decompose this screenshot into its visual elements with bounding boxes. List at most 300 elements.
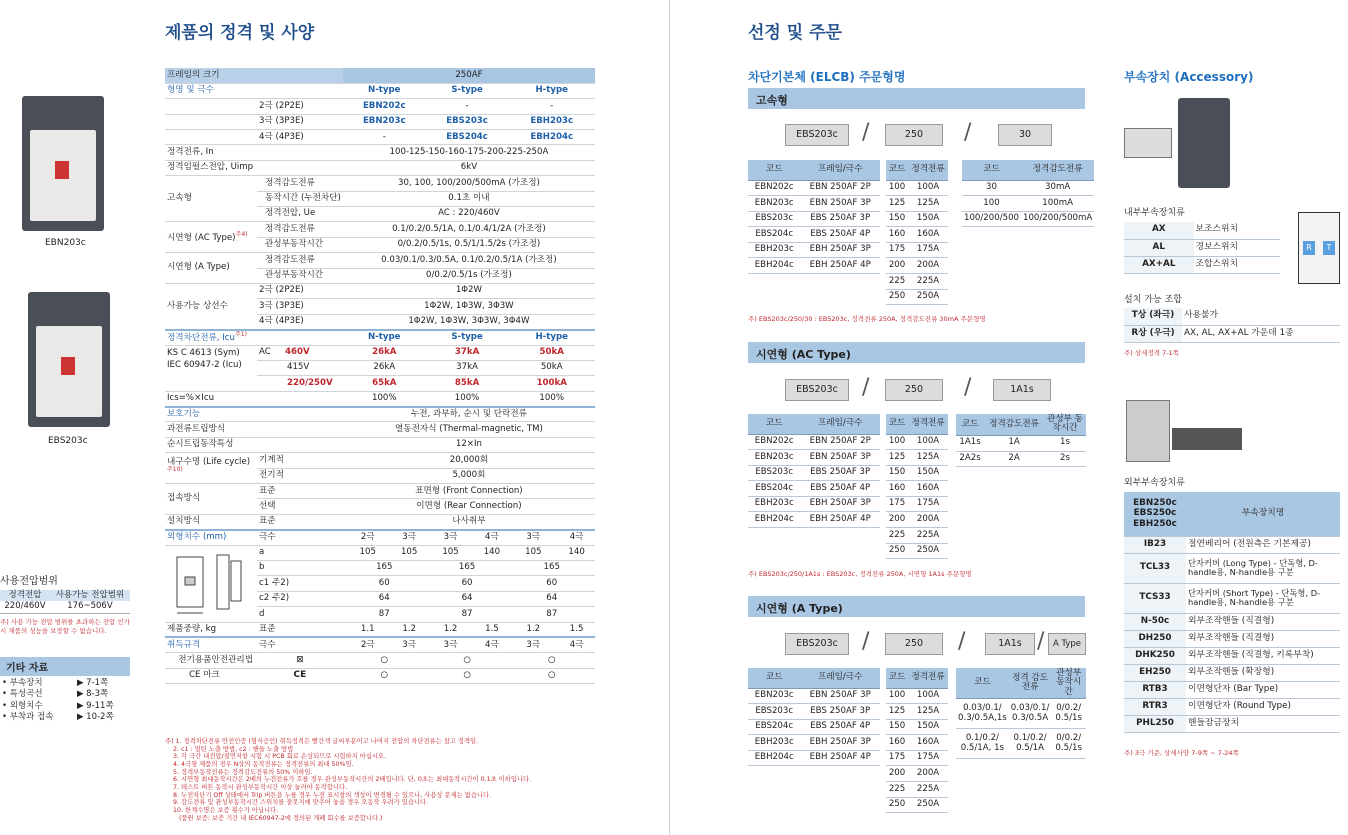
- current-table: [886, 668, 948, 813]
- model-cell: EBH203c: [508, 114, 595, 129]
- acc-code: TCS33: [1124, 583, 1186, 613]
- pole-label: 4극 (4P3E): [257, 130, 343, 145]
- code-cell: EBS204c: [748, 227, 800, 243]
- doc-page[interactable]: ▶ 9-11쪽: [76, 700, 114, 711]
- icu-value: 85kA: [426, 376, 509, 391]
- spec-value: 6kV: [343, 160, 595, 175]
- acc-code: DH250: [1124, 630, 1186, 647]
- acc-code: T상 (좌극): [1124, 308, 1182, 325]
- code-cell: 150: [886, 465, 908, 481]
- icu-standard: IEC 60947-2 (Icu): [167, 359, 242, 370]
- code-cell: EBH204c: [748, 512, 800, 528]
- dim-key: a: [257, 545, 343, 560]
- voltage-range-title: 사용전압범위: [0, 576, 58, 587]
- cert-head: 2극: [343, 637, 393, 652]
- note-line: (품원 보증: 보증 기간 내 IEC60947-2에 정의된 개폐 회수를 보증합니다.): [179, 814, 383, 822]
- dim-head: 3극: [426, 530, 476, 545]
- external-table: [1124, 492, 1340, 733]
- doc-item: • 부착과 접속: [2, 712, 54, 723]
- desc-cell: EBN 250AF 2P: [800, 434, 880, 450]
- dim-val: 140: [558, 545, 595, 560]
- code-cell: EBS203c: [748, 211, 800, 227]
- desc-cell: 0.03/0.1/ 0.3/0.5A: [1009, 699, 1052, 729]
- desc-cell: 160A: [908, 227, 948, 243]
- ics-value: 100%: [508, 391, 595, 406]
- spec-value: 12×In: [343, 437, 595, 452]
- cert-mark: ○: [426, 653, 509, 668]
- desc-cell: 100/200/500mA: [1021, 211, 1094, 227]
- cert-head: 4극: [558, 637, 595, 652]
- col-head: 정격전류: [908, 414, 948, 434]
- slash: /: [964, 120, 972, 145]
- code-cell: 200: [886, 766, 908, 782]
- dim-val: 105: [343, 545, 393, 560]
- doc-item: • 외형치수: [2, 700, 43, 711]
- spec-value: 0.03/0.1/0.3/0.5A, 0.1/0.2/0.5/1A (가조정): [343, 253, 595, 268]
- desc-cell: 100mA: [1021, 196, 1094, 212]
- internal-table: [1124, 222, 1280, 274]
- acc-name: 단자커버 (Short Type) - 단독형, D-handle용, N-handle용 구분: [1186, 583, 1340, 613]
- handle-image: [1126, 400, 1170, 462]
- desc-cell: EBH 250AF 3P: [800, 242, 880, 258]
- acc-name: AX, AL, AX+AL 가운데 1종: [1182, 325, 1340, 342]
- icu-value: 65kA: [343, 376, 426, 391]
- sensitivity-table: [962, 160, 1094, 227]
- delay-table: [956, 668, 1086, 759]
- spec-label: 보호기능: [165, 407, 343, 422]
- weight-std: 표준: [257, 622, 343, 637]
- voltage-range-table: [0, 590, 130, 614]
- a-type-label: 시연형 (A Type): [165, 253, 257, 284]
- code-box: 250: [885, 633, 943, 655]
- col-head: 관성부 동작시간: [1051, 668, 1086, 699]
- dim-val: 87: [426, 607, 509, 622]
- install-table: [1124, 308, 1340, 343]
- rt-t: T: [1323, 241, 1335, 255]
- high-speed-header: 고속형: [748, 88, 1085, 109]
- spec-label: 표준: [257, 484, 343, 499]
- spec-label: 과전류트립방식: [165, 422, 343, 437]
- code-box: EBS203c: [785, 379, 849, 401]
- acc-name: 외부조작핸들 (직결형): [1186, 613, 1340, 630]
- breaker-image-ebs203c: [28, 292, 110, 427]
- cert-mark: ○: [343, 653, 426, 668]
- spec-value: 0/0.2/0.5/1s, 0.5/1/1.5/2s (가조정): [343, 237, 595, 252]
- desc-cell: 1A: [984, 435, 1044, 451]
- page-title-right: 선정 및 주문: [748, 23, 842, 43]
- desc-cell: 125A: [908, 450, 948, 466]
- ac-type-note: 주4): [235, 230, 248, 238]
- spec-value: 5,000회: [343, 468, 595, 483]
- spec-label: 정격임펄스전압, Uimp: [165, 160, 343, 175]
- col-head: 정격전류: [908, 668, 948, 688]
- weight-val: 1.2: [508, 622, 558, 637]
- spec-value: 누전, 과부하, 순시 및 단락전류: [343, 407, 595, 422]
- slash: /: [958, 629, 966, 654]
- spec-value: 열동전자식 (Thermal-magnetic, TM): [343, 422, 595, 437]
- icu-ac: AC: [259, 347, 271, 357]
- code-cell: 100: [886, 688, 908, 704]
- current-table: [886, 160, 948, 305]
- model-cell: EBN202c: [343, 99, 426, 114]
- product-label: EBS203c: [48, 436, 88, 446]
- ac-type-label: 시연형 (AC Type): [167, 232, 236, 243]
- col-head: 코드: [962, 160, 1021, 180]
- dim-key: d: [257, 607, 343, 622]
- desc-cell: EBN 250AF 2P: [800, 180, 880, 196]
- code-cell: EBN202c: [748, 434, 800, 450]
- spec-label: 선택: [257, 499, 343, 514]
- acc-name: 외부조작핸들 (직결형, 키록부착): [1186, 647, 1340, 664]
- slash: /: [862, 120, 870, 145]
- code-cell: 250: [886, 289, 908, 305]
- code-cell: 100: [886, 434, 908, 450]
- spec-label: 설치방식: [165, 514, 257, 529]
- note-line: 2. c1 : 멀틴 노출 방법, c2 : 핸들 노출 방법: [173, 745, 294, 753]
- desc-cell: 125A: [908, 704, 948, 720]
- spec-value: AC : 220/460V: [343, 207, 595, 222]
- ics-label: Ics=%×Icu: [165, 391, 343, 406]
- icu-value: 26kA: [343, 360, 426, 375]
- page-title-left: 제품의 정격 및 사양: [165, 23, 315, 43]
- frame-table: [748, 160, 880, 274]
- weight-val: 1.5: [558, 622, 595, 637]
- dimension-diagram: [167, 547, 255, 617]
- doc-page[interactable]: ▶ 7-1쪽: [76, 678, 109, 688]
- internal-title: 내부부속장치류: [1124, 208, 1185, 218]
- col-head: 정격감도전류: [1021, 160, 1094, 180]
- spec-label: 관성부동작시간: [257, 237, 343, 252]
- dim-val: 60: [343, 576, 426, 591]
- acc-code: IB23: [1124, 536, 1186, 553]
- acc-name: 조합스위치: [1194, 256, 1281, 273]
- acc-code: PHL250: [1124, 715, 1186, 732]
- acc-name: 외부조작핸들 (직결형): [1186, 630, 1340, 647]
- code-cell: 150: [886, 719, 908, 735]
- doc-page[interactable]: ▶ 10-2쪽: [76, 712, 114, 723]
- icu-value: 37kA: [426, 345, 509, 360]
- dim-val: 105: [508, 545, 558, 560]
- spec-label: 정격전압, Ue: [257, 207, 343, 222]
- code-cell: 175: [886, 750, 908, 766]
- dim-head: 3극: [393, 530, 426, 545]
- acc-name: 경보스위치: [1194, 239, 1281, 256]
- spec-value: 1Φ2W, 1Φ3W, 3Φ3W, 3Φ4W: [343, 314, 595, 329]
- col-head: 코드: [748, 160, 800, 180]
- dim-val: 105: [426, 545, 476, 560]
- desc-cell: 2s: [1044, 451, 1086, 467]
- conn-label: 접속방식: [165, 484, 257, 515]
- code-cell: 225: [886, 274, 908, 290]
- code-box: A Type: [1048, 633, 1086, 655]
- desc-cell: EBS 250AF 4P: [800, 227, 880, 243]
- product-label: EBN203c: [45, 238, 86, 248]
- external-title: 외부부속장치류: [1124, 478, 1185, 488]
- cert-mark: ○: [343, 668, 426, 683]
- slash: /: [964, 375, 972, 400]
- weight-val: 1.2: [426, 622, 476, 637]
- model-cell: -: [343, 130, 426, 145]
- col-head: 정격전류: [908, 160, 948, 180]
- voltage-range-section: [0, 572, 130, 635]
- icu-label: 정격차단전류, Icu: [167, 332, 235, 343]
- col-head: 코드: [748, 668, 800, 688]
- desc-cell: 250A: [908, 797, 948, 813]
- frame-table: [748, 414, 880, 528]
- cert-head: 3극: [426, 637, 476, 652]
- slash: /: [1037, 629, 1045, 654]
- doc-item: • 부속장치: [2, 678, 43, 688]
- frame-table: [748, 668, 880, 766]
- code-box: EBS203c: [785, 633, 849, 655]
- ext-head-models: EBN250c EBS250c EBH250c: [1124, 492, 1186, 536]
- spec-value: 30, 100, 100/200/500mA (가조정): [343, 176, 595, 191]
- model-cell: -: [426, 99, 509, 114]
- code-cell: 125: [886, 196, 908, 212]
- note-line: 주) 1. 정격차단전류 안전인증 (형식승인) 취득정격은 빨간색 글씨부분이고 나머지 전압의 차단전류는 참고 정격임.: [165, 738, 479, 745]
- ce-mark-icon: CE: [293, 669, 307, 680]
- acc-code: R상 (우극): [1124, 325, 1182, 342]
- spec-value: 표면형 (Front Connection): [343, 484, 595, 499]
- elcb-title: 차단기본체 (ELCB) 주문형명: [748, 70, 906, 84]
- dim-val: 64: [343, 591, 426, 606]
- pole-label: 4극 (4P3E): [257, 314, 343, 329]
- acc-name: 보조스위치: [1194, 222, 1281, 239]
- high-speed-note: 주) EBS203c/250/30 : EBS203c, 정격전류 250A, 정격감도전류 30mA 주문형명: [748, 315, 986, 323]
- dim-key: b: [257, 561, 343, 576]
- spec-value: 0.1/0.2/0.5/1A, 0.1/0.4/1/2A (가조정): [343, 222, 595, 237]
- spec-label: 순시트립동작특성: [165, 437, 343, 452]
- code-cell: EBN203c: [748, 688, 800, 704]
- type-header: S-type: [426, 83, 509, 98]
- acc-code: AX+AL: [1124, 256, 1194, 273]
- icu-voltage: 460V: [285, 347, 310, 357]
- spec-label: 동작시간 (누전차단): [257, 191, 343, 206]
- ics-value: 100%: [426, 391, 509, 406]
- highspeed-label: 고속형: [165, 176, 257, 222]
- desc-cell: EBN 250AF 3P: [800, 196, 880, 212]
- acc-name: 사용불가: [1182, 308, 1340, 325]
- vr-val: 176~506V: [67, 601, 113, 612]
- dim-val: 87: [343, 607, 426, 622]
- acc-code: TCL33: [1124, 553, 1186, 583]
- note-line: 4. 4극형 제품의 경우 N상의 동작전류는 정격전류의 최대 50%임.: [173, 761, 354, 769]
- dim-val: 140: [475, 545, 508, 560]
- desc-cell: 150A: [908, 465, 948, 481]
- code-cell: EBS203c: [748, 465, 800, 481]
- code-cell: 30: [962, 180, 1021, 196]
- dim-val: 64: [426, 591, 509, 606]
- code-cell: 1A1s: [956, 435, 984, 451]
- code-cell: 250: [886, 797, 908, 813]
- note-line: 6. 시연형 최대동작시간은 2배의 누전전류가 흐를 경우 관성부동작시간의 2배입니다. 단, 0초는 최대동작시간이 0.1초 이하입니다.: [173, 776, 532, 784]
- acc-code: RTR3: [1124, 698, 1186, 715]
- model-cell: -: [508, 99, 595, 114]
- breaker-accessory-image: [1178, 98, 1230, 188]
- desc-cell: 2A: [984, 451, 1044, 467]
- code-cell: EBH204c: [748, 750, 800, 766]
- ext-head-name: 부속장치명: [1186, 492, 1340, 536]
- code-cell: 250: [886, 543, 908, 559]
- col-head: 프레임/극수: [800, 668, 880, 688]
- code-cell: 0.1/0.2/ 0.5/1A, 1s: [956, 729, 1009, 759]
- delay-table: [956, 414, 1086, 467]
- icu-value: 37kA: [426, 360, 509, 375]
- spec-notes: [165, 738, 635, 822]
- other-docs-section: [0, 657, 130, 723]
- note-line: 5. 정격부동작전류는 정격감도전류의 50% 이하임.: [173, 768, 313, 776]
- code-cell: EBH203c: [748, 242, 800, 258]
- desc-cell: 200A: [908, 512, 948, 528]
- desc-cell: 200A: [908, 258, 948, 274]
- desc-cell: EBS 250AF 3P: [800, 211, 880, 227]
- aux-switch-image: [1124, 128, 1172, 158]
- code-cell: 100/200/500: [962, 211, 1021, 227]
- life-note: 주10): [167, 466, 183, 474]
- desc-cell: 250A: [908, 543, 948, 559]
- code-cell: 2A2s: [956, 451, 984, 467]
- spec-value: 이면형 (Rear Connection): [343, 499, 595, 514]
- code-cell: 200: [886, 258, 908, 274]
- spec-value: 1Φ2W: [343, 283, 595, 298]
- dim-val: 165: [426, 561, 509, 576]
- spec-label: 정격감도전류: [257, 222, 343, 237]
- code-box: 1A1s: [993, 379, 1051, 401]
- desc-cell: 175A: [908, 496, 948, 512]
- desc-cell: EBN 250AF 3P: [800, 688, 880, 704]
- code-cell: EBH203c: [748, 496, 800, 512]
- col-head: 정격 감도전류: [1009, 668, 1052, 699]
- dim-label: 외형치수 (mm): [165, 530, 257, 545]
- spec-label: 표준: [257, 514, 343, 529]
- spec-label: 기계적: [257, 453, 343, 468]
- code-cell: 100: [962, 196, 1021, 212]
- col-head: 코드: [956, 668, 1009, 699]
- acc-name: 단자커버 (Long Type) - 단독형, D-handle용, N-handle용 구분: [1186, 553, 1340, 583]
- desc-cell: 100A: [908, 688, 948, 704]
- spec-value: 0/0.2/0.5/1s (가조정): [343, 268, 595, 283]
- doc-page[interactable]: ▶ 8-3쪽: [76, 689, 109, 700]
- desc-cell: EBH 250AF 4P: [800, 512, 880, 528]
- dim-val: 60: [426, 576, 509, 591]
- code-cell: EBH204c: [748, 258, 800, 274]
- type-header: S-type: [426, 330, 509, 345]
- vr-head: 정격전압: [8, 590, 42, 600]
- note-line: 7. 테스트 버튼 동작시 관성부동작시간 이상 눌러야 동작합니다.: [173, 784, 348, 792]
- icu-value: 50kA: [508, 345, 595, 360]
- spec-value: 나사취부: [343, 514, 595, 529]
- code-box: 1A1s: [985, 633, 1035, 655]
- acc-name: 이면형단자 (Bar Type): [1186, 681, 1340, 698]
- accessory-title: 부속장치 (Accessory): [1124, 70, 1254, 84]
- weight-val: 1.1: [343, 622, 393, 637]
- desc-cell: 0/0.2/ 0.5/1s: [1051, 699, 1086, 729]
- breaker-image-ebn203c: [22, 96, 104, 231]
- type-header: N-type: [343, 83, 426, 98]
- code-box: 250: [885, 379, 943, 401]
- acc-code: N-50c: [1124, 613, 1186, 630]
- acc-code: RTB3: [1124, 681, 1186, 698]
- code-cell: 200: [886, 512, 908, 528]
- desc-cell: EBH 250AF 4P: [800, 258, 880, 274]
- code-cell: 160: [886, 227, 908, 243]
- dim-val: 165: [343, 561, 426, 576]
- spec-label: 관성부동작시간: [257, 268, 343, 283]
- voltage-range-note: 주) 사용 가능 전압 범위를 초과하는 전압 인가시 제품의 성능을 보장할 수 없습니다.: [0, 617, 131, 635]
- spec-value: 1Φ2W, 1Φ3W, 3Φ3W: [343, 299, 595, 314]
- slash: /: [862, 629, 870, 654]
- col-head: 코드: [956, 414, 984, 435]
- spec-label: 정격감도전류: [257, 176, 343, 191]
- code-cell: EBN203c: [748, 450, 800, 466]
- doc-item: • 특성곡선: [2, 689, 43, 700]
- type-header: H-type: [508, 83, 595, 98]
- desc-cell: EBH 250AF 4P: [800, 750, 880, 766]
- cert-mark: ○: [508, 653, 595, 668]
- frame-size-label: 프레임의 크기: [165, 68, 343, 83]
- code-box: 250: [885, 124, 943, 146]
- icu-value: 50kA: [508, 360, 595, 375]
- col-head: 코드: [886, 414, 908, 434]
- cert-label: 취득규격: [165, 637, 257, 652]
- cert-head: 극수: [257, 637, 343, 652]
- desc-cell: 100A: [908, 434, 948, 450]
- kc-mark-icon: ⊠: [296, 654, 304, 665]
- cert-mark: ○: [508, 668, 595, 683]
- life-label: 내구수명 (Life cycle): [167, 456, 251, 467]
- note-line: 9. 감도전류 및 관성부동작시간 스위치를 잘못지에 맞추어 놓을 경우 오동작 우려가 있습니다.: [173, 799, 429, 807]
- desc-cell: 100A: [908, 180, 948, 196]
- desc-cell: 225A: [908, 528, 948, 544]
- acc-code: AL: [1124, 239, 1194, 256]
- icu-value: 100kA: [508, 376, 595, 391]
- page-divider: [669, 0, 670, 835]
- vr-head: 사용가능 전압범위: [55, 590, 125, 600]
- code-cell: 160: [886, 735, 908, 751]
- desc-cell: 225A: [908, 274, 948, 290]
- desc-cell: 0/0.2/ 0.5/1s: [1051, 729, 1086, 759]
- desc-cell: EBS 250AF 4P: [800, 719, 880, 735]
- desc-cell: 125A: [908, 196, 948, 212]
- col-head: 코드: [886, 668, 908, 688]
- pole-label: 2극 (2P2E): [257, 283, 343, 298]
- spec-label: 정격전류, In: [165, 145, 343, 160]
- code-box: EBS203c: [785, 124, 849, 146]
- weight-val: 1.5: [475, 622, 508, 637]
- vr-val: 220/460V: [4, 601, 46, 612]
- col-head: 코드: [748, 414, 800, 434]
- dim-key: c1 주2): [257, 576, 343, 591]
- code-cell: 225: [886, 782, 908, 798]
- col-head: 프레임/극수: [800, 160, 880, 180]
- note-line: 10. 한계수명은 보증 횟수가 아닙니다.: [173, 807, 279, 815]
- model-cell: EBS203c: [426, 114, 509, 129]
- pole-label: 2극 (2P2E): [257, 99, 343, 114]
- code-cell: 100: [886, 180, 908, 196]
- desc-cell: 0.1/0.2/ 0.5/1A: [1009, 729, 1052, 759]
- spec-value: 100-125-150-160-175-200-225-250A: [343, 145, 595, 160]
- dim-val: 165: [508, 561, 595, 576]
- desc-cell: 1s: [1044, 435, 1086, 451]
- acc-name: 핸들잠금장치: [1186, 715, 1340, 732]
- code-cell: 125: [886, 704, 908, 720]
- model-cell: EBH204c: [508, 130, 595, 145]
- slash: /: [862, 375, 870, 400]
- weight-label: 제품중량, kg: [165, 622, 257, 637]
- cert-mark: ○: [426, 668, 509, 683]
- dim-head: 2극: [343, 530, 393, 545]
- desc-cell: 150A: [908, 719, 948, 735]
